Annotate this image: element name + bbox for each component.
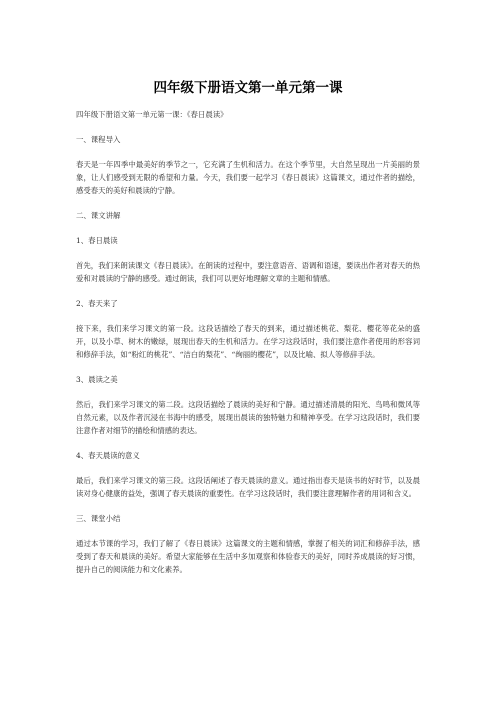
section-heading-explanation: 二、课文讲解 [76, 211, 121, 220]
section-heading-intro: 一、课程导入 [76, 135, 121, 144]
subsection-heading-2: 2、春天来了 [76, 299, 118, 308]
document-subtitle: 四年级下册语文第一单元第一课：《春日晨读》 [76, 110, 228, 119]
subsection-heading-3: 3、晨读之美 [76, 375, 118, 384]
section-heading-summary: 三、课堂小结 [76, 514, 121, 523]
paragraph-summary: 通过本节课的学习，我们了解了《春日晨读》这篇课文的主题和情感，掌握了相关的词汇和修辞手法，感受到了春天和晨读的美好。希望大家能够在生活中多加观察和体验春天的美好，同时养成晨读的好习惯，提升自己的阅读能力和文化素养。 [76, 539, 420, 574]
paragraph-intro: 春天是一年四季中最美好的季节之一，它充满了生机和活力。在这个季节里，大自然呈现出一片美丽的景象，让人们感受到无限的希望和力量。今天，我们要一起学习《春日晨读》这篇课文，通过作者的描绘，感受春天的美好和晨读的宁静。 [76, 160, 420, 195]
subsection-heading-4: 4、春天晨读的意义 [76, 451, 140, 460]
document-body [76, 108, 420, 588]
subsection-heading-1: 1、春日晨读 [76, 236, 118, 245]
paragraph-sub4: 最后，我们来学习课文的第三段。这段话阐述了春天晨读的意义。通过指出春天是读书的好时节，以及晨读对身心健康的益处，强调了春天晨读的重要性。在学习这段话时，我们要注意理解作者的用词和含义。 [76, 476, 420, 498]
document-title: 四年级下册语文第一单元第一课 [153, 80, 343, 96]
paragraph-sub3: 然后，我们来学习课文的第二段。这段话描绘了晨读的美好和宁静。通过描述清晨的阳光、鸟鸣和微风等自然元素，以及作者沉浸在书海中的感受，展现出晨读的独特魅力和精神享受。在学习这段话时，我们要注意作者对细节的描绘和情感的表达。 [76, 400, 420, 435]
paragraph-sub1: 首先，我们来朗读课文《春日晨读》。在朗读的过程中，要注意语音、语调和语速，要读出作者对春天的热爱和对晨读的宁静的感受。通过朗读，我们可以更好地理解文章的主题和情感。 [76, 261, 420, 283]
paragraph-sub2: 接下来，我们来学习课文的第一段。这段话描绘了春天的到来，通过描述桃花、梨花、樱花等花朵的盛开，以及小草、树木的嫩绿，展现出春天的生机和活力。在学习这段话时，我们要注意作者使用的形容词和修辞手法，如“粉红的桃花”、“洁白的梨花”、“绚丽的樱花”，以及比喻、拟人等修辞手法。 [76, 324, 420, 359]
